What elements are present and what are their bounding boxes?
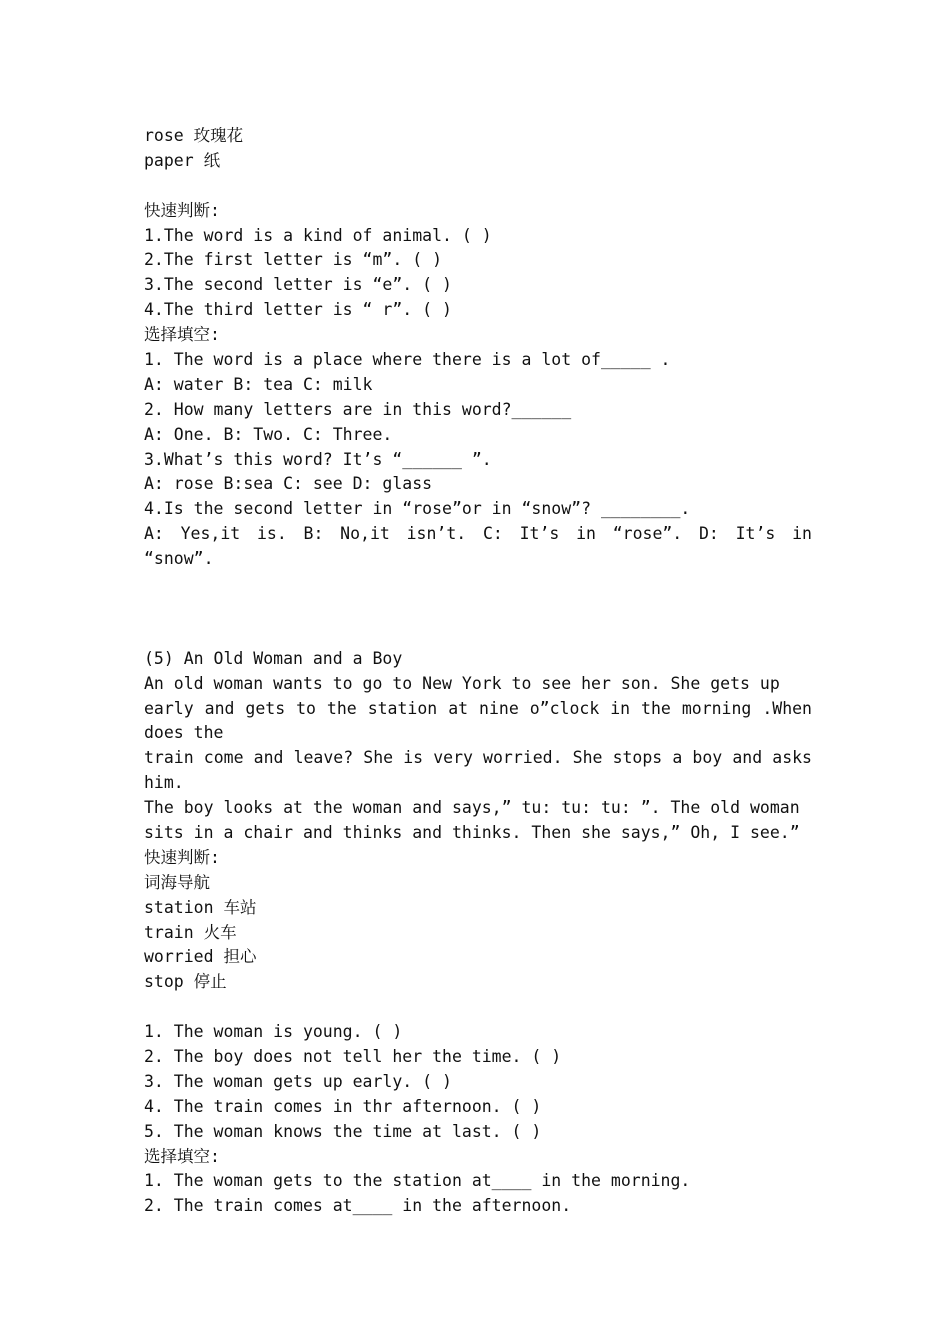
judge-item: 5. The woman knows the time at last. ( ) (144, 1121, 542, 1141)
choice-line: A: One. B: Two. C: Three. (144, 424, 393, 444)
choice-line: A: rose B:sea C: see D: glass (144, 474, 433, 494)
choice-line: 4.Is the second letter in “rose”or in “snow”? ________. (144, 499, 691, 519)
story-line: The boy looks at the woman and says,” tu: tu: tu: ”. The old woman (144, 798, 800, 818)
vocab-line: rose 玫瑰花 (144, 126, 244, 145)
judge-item: 1.The word is a kind of animal. ( ) (144, 225, 492, 245)
choice-line: A: water B: tea C: milk (144, 374, 373, 394)
spacer (144, 995, 812, 1020)
section-heading: 选择填空: (144, 325, 220, 345)
story-line: train come and leave? She is very worried. She stops a boy and asks (144, 748, 812, 768)
story-line: An old woman wants to go to New York to see her son. She gets up (144, 673, 780, 693)
section-heading: 快速判断: (144, 847, 220, 867)
judge-item: 2. The boy does not tell her the time. ( ) (144, 1046, 562, 1066)
story-line: sits in a chair and thinks and thinks. Then she says,” Oh, I see.” (144, 822, 800, 842)
judge-item: 3.The second letter is “e”. ( ) (144, 275, 452, 295)
vocab-line: paper 纸 (144, 150, 221, 170)
vocab-line: worried 担心 (144, 947, 257, 967)
vocab-line: train 火车 (144, 922, 237, 942)
section-heading: 选择填空: (144, 1146, 220, 1166)
choice-line: 2. How many letters are in this word?______ (144, 399, 572, 419)
choice-line: 2. The train comes at____ in the afternoon. (144, 1196, 572, 1216)
vocab-line: stop 停止 (144, 972, 227, 992)
judge-item: 4. The train comes in thr afternoon. ( ) (144, 1096, 542, 1116)
story-line: early and gets to the station at nine o”clock in the morning .When (144, 698, 812, 718)
spacer (144, 572, 812, 647)
choice-line: 3.What’s this word? It’s “______ ”. (144, 449, 492, 469)
choice-line: 1. The woman gets to the station at____ in the morning. (144, 1171, 691, 1191)
story-title: (5) An Old Woman and a Boy (144, 648, 403, 668)
section-heading: 快速判断: (144, 200, 220, 220)
judge-item: 3. The woman gets up early. ( ) (144, 1071, 452, 1091)
story-line: does the (144, 723, 224, 743)
spacer (144, 174, 812, 199)
document-page (144, 124, 812, 1219)
choice-line: 1. The word is a place where there is a lot of_____ . (144, 350, 671, 370)
vocab-line: station 车站 (144, 897, 257, 917)
judge-item: 1. The woman is young. ( ) (144, 1022, 403, 1042)
choice-line: “snow”. (144, 549, 214, 569)
story-line: him. (144, 773, 184, 793)
judge-item: 2.The first letter is “m”. ( ) (144, 250, 443, 270)
judge-item: 4.The third letter is “ r”. ( ) (144, 300, 452, 320)
section-heading: 词海导航 (144, 872, 210, 892)
choice-line: A: Yes,it is. B: No,it isn’t. C: It’s in “rose”. D: It’s in (144, 524, 812, 544)
